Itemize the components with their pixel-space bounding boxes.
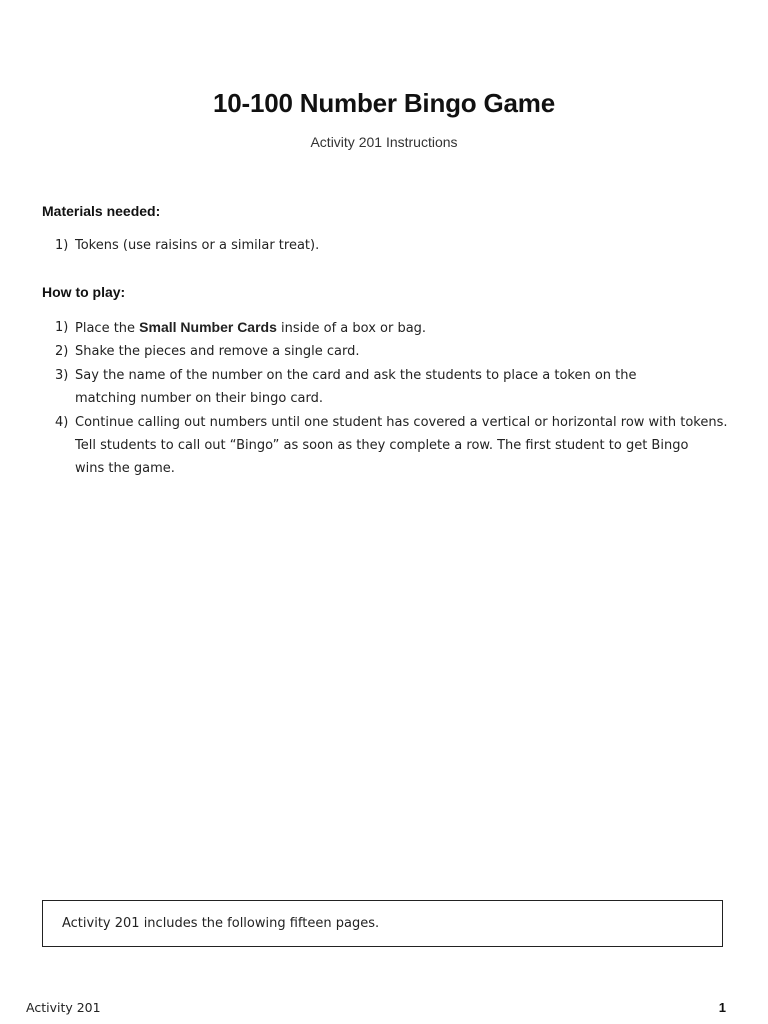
list-item-text: Shake the pieces and remove a single card. [75, 344, 360, 360]
list-item [42, 364, 728, 411]
list-item-line: wins the game. [75, 461, 175, 477]
note-text: Activity 201 includes the following fifteen pages. [62, 916, 380, 931]
footer-activity-label: Activity 201 [26, 1000, 101, 1015]
page-number: 1 [718, 1000, 726, 1015]
list-item-line: Continue calling out numbers until one student has covered a vertical or horizontal row with tokens. [75, 414, 728, 430]
list-item [42, 411, 728, 481]
list-item-line: Tell students to call out “Bingo” as soon as they complete a row. The first student to get Bingo [75, 438, 689, 454]
list-item-number: 3) [55, 367, 69, 383]
page-subtitle: Activity 201 Instructions [310, 134, 458, 150]
list-item-number: 1) [55, 238, 69, 253]
list-item-text-before: Place the [75, 321, 140, 336]
materials-list [42, 234, 319, 257]
list-item [42, 340, 728, 363]
list-item-number: 2) [55, 344, 69, 360]
list-item-line: matching number on their bingo card. [75, 391, 324, 407]
list-item-bold-text: Small Number Cards [139, 319, 277, 335]
note-box [42, 900, 723, 947]
list-item [42, 316, 728, 340]
list-item-text: Tokens (use raisins or a similar treat). [75, 238, 320, 253]
list-item-line: Say the name of the number on the card and ask the students to place a token on the [75, 367, 637, 383]
how-to-play-list [42, 316, 728, 481]
how-to-play-heading: How to play: [42, 284, 126, 300]
list-item-number: 1) [55, 320, 69, 335]
materials-heading: Materials needed: [42, 203, 161, 219]
list-item [42, 234, 319, 257]
list-item-text-after: inside of a box or bag. [276, 321, 427, 336]
list-item-number: 4) [55, 414, 69, 430]
page-title: 10-100 Number Bingo Game [213, 88, 555, 118]
